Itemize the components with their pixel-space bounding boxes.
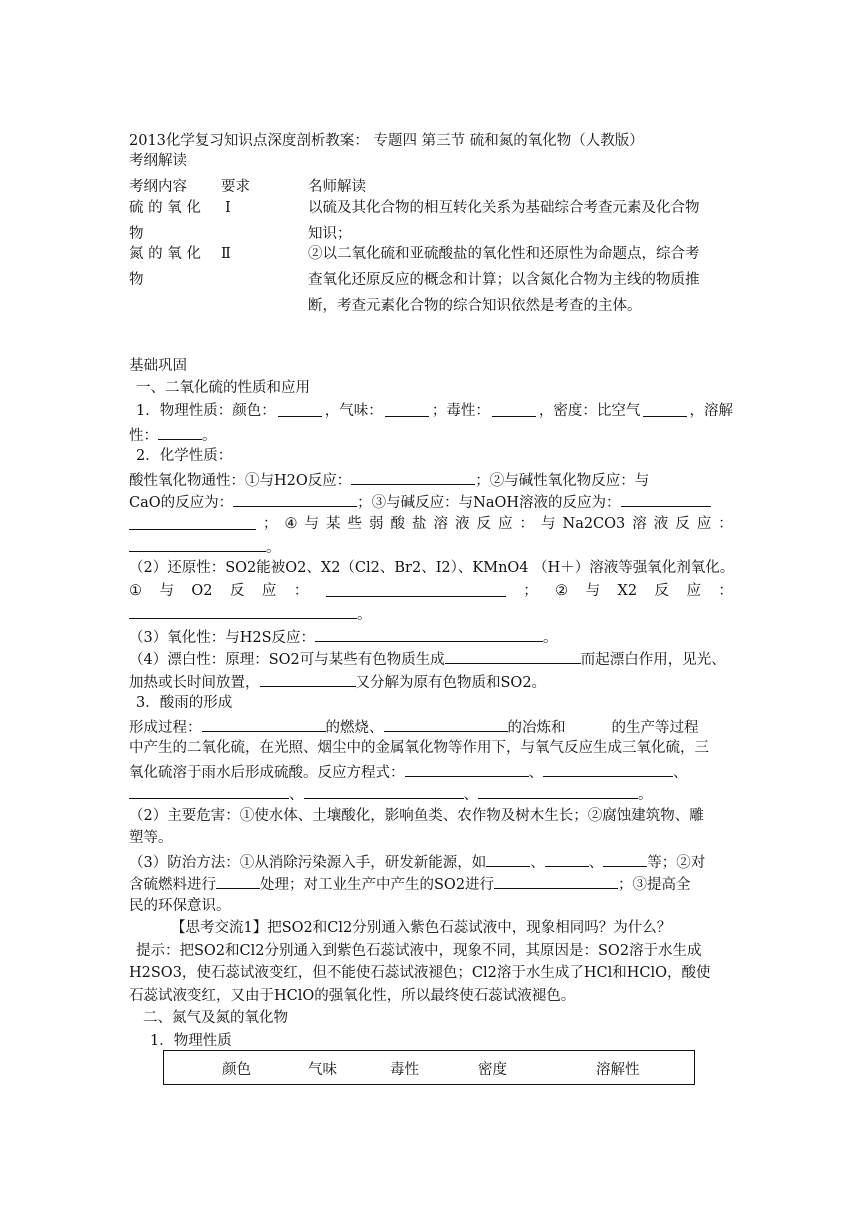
fill-blank[interactable]: [278, 401, 322, 417]
think-exchange-question: 【思考交流1】把SO2和Cl2分别通入紫色石蕊试液中，现象相同吗？为什么？: [171, 920, 672, 936]
text: ，密度：比空气: [538, 403, 641, 419]
text: 酸性氧化物通性：①与H2O反应：: [129, 473, 352, 489]
acid-rain-line2: 中产生的二氧化硫，在光照、烟尘中的金属氧化物等作用下，与氧气反应生成三氧化硫，三: [129, 740, 709, 756]
text: Na2CO3: [562, 516, 626, 532]
harm-line2: 塑等。: [129, 830, 173, 846]
text: 等；②对: [647, 855, 706, 871]
fill-blank[interactable]: [621, 491, 711, 507]
text: 与: [304, 516, 319, 532]
bleaching-line2: [129, 671, 546, 693]
text: 溶: [433, 516, 448, 532]
text: CaO的反应为：: [129, 495, 234, 511]
text: ，气味：: [324, 403, 383, 419]
fill-blank[interactable]: [603, 851, 647, 867]
syllabus-heading: 考纲解读: [129, 153, 187, 169]
fill-blank[interactable]: [304, 783, 464, 799]
text: ；毒性：: [431, 403, 490, 419]
row1-teacher-text: [308, 195, 700, 247]
text: 、: [588, 855, 604, 871]
text: 些: [347, 516, 362, 532]
row1-content-line2: 物: [129, 226, 144, 242]
fill-blank[interactable]: [158, 424, 202, 440]
reducibility-line2: [129, 581, 733, 601]
row2-content-line1: 氮 的 氧 化: [129, 246, 201, 262]
fill-blank[interactable]: [326, 581, 506, 597]
fill-blank[interactable]: [543, 761, 673, 777]
fill-blank[interactable]: [494, 873, 618, 889]
text: 反: [675, 516, 690, 532]
fill-blank[interactable]: [315, 626, 543, 642]
physical-properties-table: [163, 1050, 695, 1085]
table-header-solubility: 溶解性: [596, 1062, 640, 1078]
fill-blank[interactable]: [385, 401, 429, 417]
section2-title: 二、氮气及氮的氧化物: [143, 1010, 288, 1026]
fill-blank[interactable]: [405, 761, 529, 777]
row2-text-line2: 查氧化还原反应的概念和计算；以含氮化合物为主线的物质推: [308, 272, 700, 288]
prevention-line1: [129, 851, 705, 873]
text: 与: [585, 583, 601, 599]
row2-content: [129, 241, 201, 293]
table-header-color: 颜色: [222, 1062, 251, 1078]
fill-blank[interactable]: [492, 401, 536, 417]
row2-text-line1: ②以二氧化硫和亚硫酸盐的氧化性和还原性为命题点，综合考: [308, 246, 700, 262]
text: ①: [129, 583, 142, 599]
fill-blank[interactable]: [129, 514, 256, 530]
text: 、: [289, 787, 304, 803]
text: O2: [191, 583, 213, 599]
acid-rain-line3: [129, 761, 688, 783]
text: 反: [229, 583, 245, 599]
hint-line1: 提示：把SO2和Cl2分别通入到紫色石蕊试液中，现象不同，其原因是：SO2溶于水生成: [136, 943, 702, 959]
col-teacher-header: 名师解读: [308, 179, 366, 195]
acid-rain-title: 3．酸雨的形成: [136, 695, 233, 711]
reducibility-line3: [129, 603, 372, 625]
row2-requirement: Ⅱ: [221, 246, 231, 262]
harm-line1: （2）主要危害：①使水体、土壤酸化，影响鱼类、农作物及树木生长；②腐蚀建筑物、雕: [129, 808, 704, 824]
row1-text-line2: 知识；: [308, 226, 352, 242]
acidic-oxide-line1: [129, 469, 649, 491]
text: 加热或长时间放置，: [129, 675, 260, 691]
text: 、: [528, 765, 543, 781]
row2-content-line2: 物: [129, 272, 144, 288]
col-content-header: 考纲内容: [129, 179, 187, 195]
text: ；③提高全: [618, 877, 691, 893]
fill-blank[interactable]: [260, 671, 356, 687]
acidic-oxide-line4: [129, 536, 281, 558]
text: 。: [202, 428, 217, 444]
table-header-density: 密度: [478, 1062, 507, 1078]
text: 的冶炼和: [507, 720, 566, 736]
text: 。: [357, 607, 372, 623]
text: 的生产等过程: [611, 720, 699, 736]
fill-blank[interactable]: [643, 401, 687, 417]
fill-blank[interactable]: [486, 851, 530, 867]
row2-teacher-text: [308, 241, 700, 319]
text: X2: [617, 583, 638, 599]
text: ：: [718, 583, 733, 599]
text: ；: [523, 583, 538, 599]
text: 应: [498, 516, 513, 532]
row1-content: [129, 195, 201, 247]
text: 应: [261, 583, 277, 599]
fill-blank[interactable]: [129, 603, 357, 619]
table-header-toxicity: 毒性: [390, 1062, 419, 1078]
text: 、: [463, 787, 478, 803]
text: ：: [718, 516, 733, 532]
text: 性：: [129, 428, 158, 444]
reducibility-line1: （2）还原性：SO2能被O2、X2（Cl2、Br2、I2）、KMnO4 （H＋）溶液等强氧化剂氧化。: [129, 560, 735, 576]
text: ②: [555, 583, 569, 599]
text: 而起漂白作用，见光、: [580, 652, 726, 668]
row1-content-line1: 硫 的 氧 化: [129, 200, 201, 216]
text: ，溶解: [689, 403, 733, 419]
row2-text-line3: 断，考查元素化合物的综合知识依然是考查的主体。: [308, 298, 642, 314]
fill-blank[interactable]: [478, 783, 638, 799]
text: 、: [530, 855, 545, 871]
text: 。: [638, 787, 653, 803]
fill-blank[interactable]: [233, 491, 357, 507]
text: （4）漂白性：原理：SO2可与某些有色物质生成: [129, 652, 445, 668]
fill-blank[interactable]: [129, 783, 289, 799]
basics-heading: 基础巩固: [129, 358, 187, 374]
fill-blank[interactable]: [384, 716, 508, 732]
row1-text-line1: 以硫及其化合物的相互转化关系为基础综合考查元素及化合物: [308, 200, 700, 216]
text: 应: [686, 583, 701, 599]
text: 应: [696, 516, 712, 532]
text: ；: [263, 516, 278, 532]
hint-line3: 石蕊试液变红，又由于HClO的强氧化性，所以最终使石蕊试液褪色。: [129, 988, 576, 1004]
fill-blank[interactable]: [351, 469, 475, 485]
section2-physical-properties: 1．物理性质: [150, 1033, 232, 1049]
text: （3）氧化性：与H2S反应：: [129, 630, 316, 646]
text: 含硫燃料进行: [129, 877, 216, 893]
text: 液: [653, 516, 669, 532]
document-title: 2013化学复习知识点深度剖析教案： 专题四 第三节 硫和氮的氧化物（人教版）: [129, 133, 644, 149]
text: 液: [455, 516, 470, 532]
oxidizing-line: [129, 626, 558, 648]
text: ：: [519, 516, 534, 532]
text: 、: [673, 765, 688, 781]
text: 。: [543, 630, 558, 646]
prevention-line2: [129, 873, 691, 895]
text: 1．物理性质：颜色：: [136, 403, 276, 419]
table-header-odor: 气味: [308, 1062, 337, 1078]
text: 形成过程：: [129, 720, 202, 736]
text: 与: [541, 516, 556, 532]
acidic-oxide-line2: [129, 491, 711, 513]
fill-blank[interactable]: [445, 648, 581, 664]
bleaching-line1: [129, 648, 726, 670]
chemical-properties-title: 2．化学性质：: [136, 448, 233, 464]
text: ；②与碱性氧化物反应：与: [475, 473, 650, 489]
text: 又分解为原有色物质和SO2。: [355, 675, 547, 691]
text: 处理；对工业生产中产生的SO2进行: [260, 877, 495, 893]
hint-line2: H2SO3，使石蕊试液变红，但不能使石蕊试液褪色；Cl2溶于水生成了HCl和HClO，酸使: [129, 965, 711, 981]
prevention-line3: 民的环保意识。: [129, 898, 231, 914]
acidic-oxide-line3: [129, 514, 733, 534]
text: 溶: [632, 516, 647, 532]
text: ：: [293, 583, 309, 599]
text: 反: [654, 583, 669, 599]
fill-blank[interactable]: [129, 536, 266, 552]
physical-properties-line1: [136, 401, 733, 421]
text: 酸: [390, 516, 405, 532]
text: （3）防治方法：①从消除污染源入手，研发新能源，如: [129, 855, 487, 871]
section1-title: 一、二氧化硫的性质和应用: [136, 380, 310, 396]
text: 盐: [412, 516, 427, 532]
text: 反: [476, 516, 491, 532]
text: 弱: [369, 516, 384, 532]
text: ；③与碱反应：与NaOH溶液的反应为：: [357, 495, 621, 511]
col-requirement-header: 要求: [221, 179, 250, 195]
fill-blank[interactable]: [216, 873, 260, 889]
text: 某: [326, 516, 341, 532]
text: ④: [284, 516, 298, 532]
physical-properties-line2: [129, 424, 217, 446]
text: 氧化硫溶于雨水后形成硫酸。反应方程式：: [129, 765, 405, 781]
text: 。: [266, 540, 281, 556]
acid-rain-line1: [129, 716, 699, 738]
fill-blank[interactable]: [545, 851, 589, 867]
text: 与: [159, 583, 174, 599]
fill-blank[interactable]: [202, 716, 326, 732]
acid-rain-line4: [129, 783, 653, 805]
text: 的燃烧、: [325, 720, 384, 736]
row1-requirement: Ⅰ: [225, 200, 231, 216]
